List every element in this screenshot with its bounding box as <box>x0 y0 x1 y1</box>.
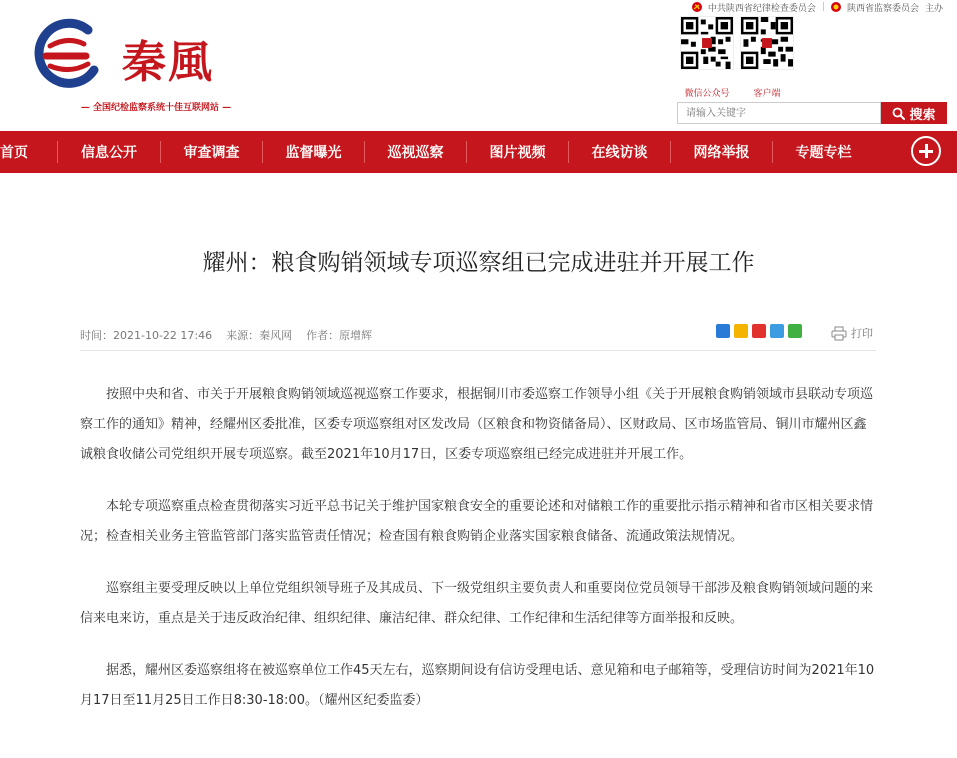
share-bar <box>716 324 802 338</box>
share-plus-icon[interactable] <box>716 324 730 338</box>
printer-icon <box>831 326 847 341</box>
share-weibo-icon[interactable] <box>752 324 766 338</box>
more-plus-icon[interactable] <box>911 136 941 166</box>
national-emblem-icon <box>831 2 841 12</box>
qr-label: 微信公众号 <box>684 89 730 99</box>
article-paragraph: 按照中央和省、市关于开展粮食购销领域巡视巡察工作要求，根据铜川市委巡察工作领导小组《关于开展粮食购销领域市县联动专项巡察工作的通知》精神，经耀州区委批准，区委专项巡察组对区发改局（区粮食和物资储备局）、区财政局、区市场监管局、铜川市耀州区鑫诚粮食收储公司党组织开展专项巡察。截至2021年10月17日，区委专项巡察组已经完成进驻并开展工作。 <box>80 387 874 462</box>
meta-divider <box>80 350 876 351</box>
top-links-bar <box>692 0 957 14</box>
nav-item-exposure[interactable]: 监督曝光 <box>285 145 342 161</box>
logo-emblem-icon <box>28 18 108 90</box>
main-nav <box>0 131 957 173</box>
nav-item-media[interactable]: 图片视频 <box>489 145 546 161</box>
cpc-commission-link[interactable]: 中共陕西省纪律检查委员会 <box>707 3 816 14</box>
share-tencent-icon[interactable] <box>770 324 784 338</box>
search-bar <box>677 102 947 124</box>
article-author: 作者：原增辉 <box>306 329 373 342</box>
qr-code-icon <box>680 16 734 70</box>
share-wechat-icon[interactable] <box>788 324 802 338</box>
nav-item-inspection[interactable]: 巡视巡察 <box>387 145 444 161</box>
article-body <box>80 380 876 738</box>
supervision-commission-link[interactable]: 陕西省监察委员会 <box>846 3 919 14</box>
search-button-label: 搜索 <box>909 107 936 123</box>
wechat-qr <box>679 16 735 99</box>
publish-time: 时间：2021-10-22 17:46 <box>80 329 213 342</box>
search-input[interactable] <box>677 102 881 124</box>
print-label: 打印 <box>851 327 873 340</box>
qr-code-icon <box>740 16 794 70</box>
share-qzone-icon[interactable] <box>734 324 748 338</box>
article-title: 耀州：粮食购销领域专项巡察组已完成进驻并开展工作 <box>202 250 755 276</box>
app-qr <box>739 16 795 99</box>
logo-name: 秦風 <box>122 37 214 88</box>
host-label: 主办 <box>924 3 943 14</box>
nav-item-investigation[interactable]: 审查调查 <box>183 145 240 161</box>
search-icon <box>892 107 905 120</box>
party-emblem-icon <box>692 2 702 12</box>
print-button[interactable] <box>831 325 873 341</box>
search-button[interactable] <box>881 102 947 124</box>
article-paragraph: 本轮专项巡察重点检查贯彻落实习近平总书记关于维护国家粮食安全的重要论述和对储粮工作的重要批示指示精神和省市区相关要求情况；检查相关业务主管监管部门落实监管责任情况；检查国有粮食购销企业落实国家粮食储备、流通政策法规情况。 <box>80 499 874 544</box>
logo-slogan: — 全国纪检监察系统十佳互联网站 — <box>80 103 232 113</box>
article-paragraph: 据悉，耀州区委巡察组将在被巡察单位工作45天左右，巡察期间设有信访受理电话、意见箱和电子邮箱等，受理信访时间为2021年10月17日至11月25日工作日8:30-18:00。（耀州区纪委监委） <box>80 663 875 708</box>
nav-item-home[interactable]: 首页 <box>0 145 28 161</box>
nav-item-report[interactable]: 网络举报 <box>693 145 750 161</box>
nav-item-info[interactable]: 信息公开 <box>81 145 137 161</box>
qr-label: 客户端 <box>753 89 781 99</box>
nav-item-special[interactable]: 专题专栏 <box>795 145 852 161</box>
site-logo[interactable] <box>28 14 232 113</box>
article-meta <box>80 327 372 343</box>
divider: | <box>821 2 825 12</box>
article-paragraph: 巡察组主要受理反映以上单位党组织领导班子及其成员、下一级党组织主要负责人和重要岗位党员领导干部涉及粮食购销领域问题的来信来电来访，重点是关于违反政治纪律、组织纪律、廉洁纪律、群众纪律、工作纪律和生活纪律等方面举报和反映。 <box>80 581 874 626</box>
nav-item-interview[interactable]: 在线访谈 <box>591 145 648 161</box>
article-source: 来源：秦风网 <box>226 329 293 342</box>
